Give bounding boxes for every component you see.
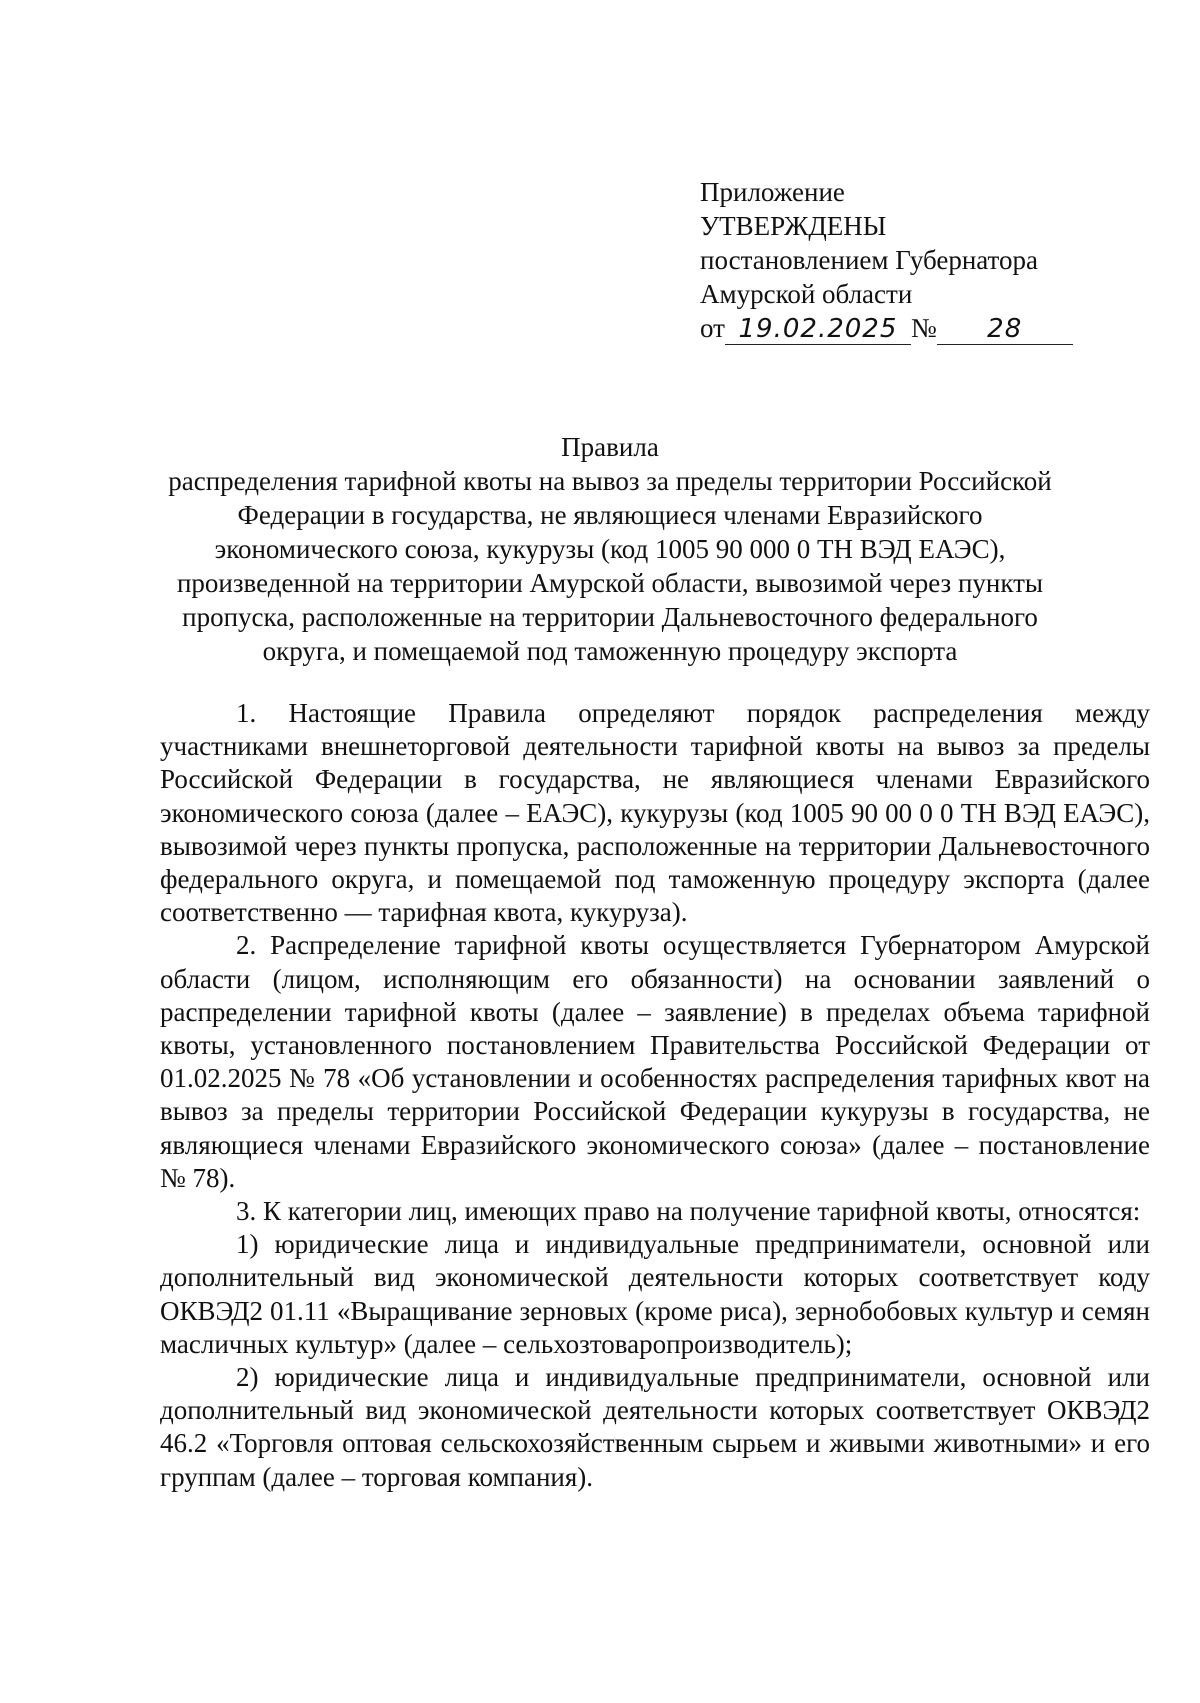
paragraph-3-item-2: 2) юридические лица и индивидуальные предприниматели, основной или дополнительный вид экономической деятельности которых соответствует ОКВЭД2 46.2 «Торговля оптовая сельскохозяйственным сырьем и живыми животными» и его группам (далее – торговая компания).	[160, 1362, 1150, 1492]
date-prefix: от	[700, 313, 725, 343]
title-line: экономического союза, кукурузы (код 1005 90 000 0 ТН ВЭД ЕАЭС),	[214, 534, 1006, 564]
title-line: округа, и помещаемой под таможенную процедуру экспорта	[262, 636, 958, 666]
title-line: произведенной на территории Амурской области, вывозимой через пункты	[176, 568, 1044, 598]
paragraph-1: 1. Настоящие Правила определяют порядок распределения между участниками внешнеторговой деятельности тарифной квоты на вывоз за пределы Российской Федерации в государства, не являющиеся членами Евразийского экономического союза (далее – ЕАЭС), кукурузы (код 1005 90 00 0 0 ТН ВЭД ЕАЭС), вывозимой через пункты пропуска, расположенные на территории Дальневосточного федерального округа, и помещаемой под таможенную процедуру экспорта (далее соответственно — тарифная квота, кукуруза).	[160, 698, 1150, 928]
title-heading: Правила	[561, 432, 659, 462]
title-line: распределения тарифной квоты на вывоз за пределы территории Российской	[168, 466, 1052, 496]
handwritten-number: 28	[937, 314, 1073, 345]
approval-block	[700, 175, 1073, 345]
title-line: пропуска, расположенные на территории Дальневосточного федерального	[182, 602, 1038, 632]
approval-region: Амурской области	[700, 279, 913, 309]
paragraph-2: 2. Распределение тарифной квоты осуществляется Губернатором Амурской области (лицом, исполняющим его обязанности) на основании заявлений о распределении тарифной квоты (далее – заявление) в пределах объема тарифной квоты, установленного постановлением Правительства Российской Федерации от 01.02.2025 № 78 «Об установлении и особенностях распределения тарифных квот на вывоз за пределы территории Российской Федерации кукурузы в государства, не являющиеся членами Евразийского экономического союза» (далее – постановление № 78).	[160, 930, 1150, 1193]
approval-approved: УТВЕРЖДЕНЫ	[700, 211, 887, 241]
paragraph-3-item-1: 1) юридические лица и индивидуальные предприниматели, основной или дополнительный вид экономической деятельности которых соответствует коду ОКВЭД2 01.11 «Выращивание зерновых (кроме риса), зернобобовых культур и семян масличных культур» (далее – сельхозтоваропроизводитель);	[160, 1229, 1150, 1359]
handwritten-date: 19.02.2025	[725, 314, 911, 345]
title-line: Федерации в государства, не являющиеся членами Евразийского	[237, 500, 983, 530]
paragraph-3: 3. К категории лиц, имеющих право на получение тарифной квоты, относятся:	[236, 1196, 1141, 1227]
approval-resolution: постановлением Губернатора	[700, 245, 1038, 275]
document-title	[160, 430, 1060, 668]
approval-appendix: Приложение	[700, 177, 845, 207]
approval-date-line	[700, 311, 1073, 345]
document-body	[160, 697, 1150, 1494]
number-sign: №	[910, 313, 937, 343]
